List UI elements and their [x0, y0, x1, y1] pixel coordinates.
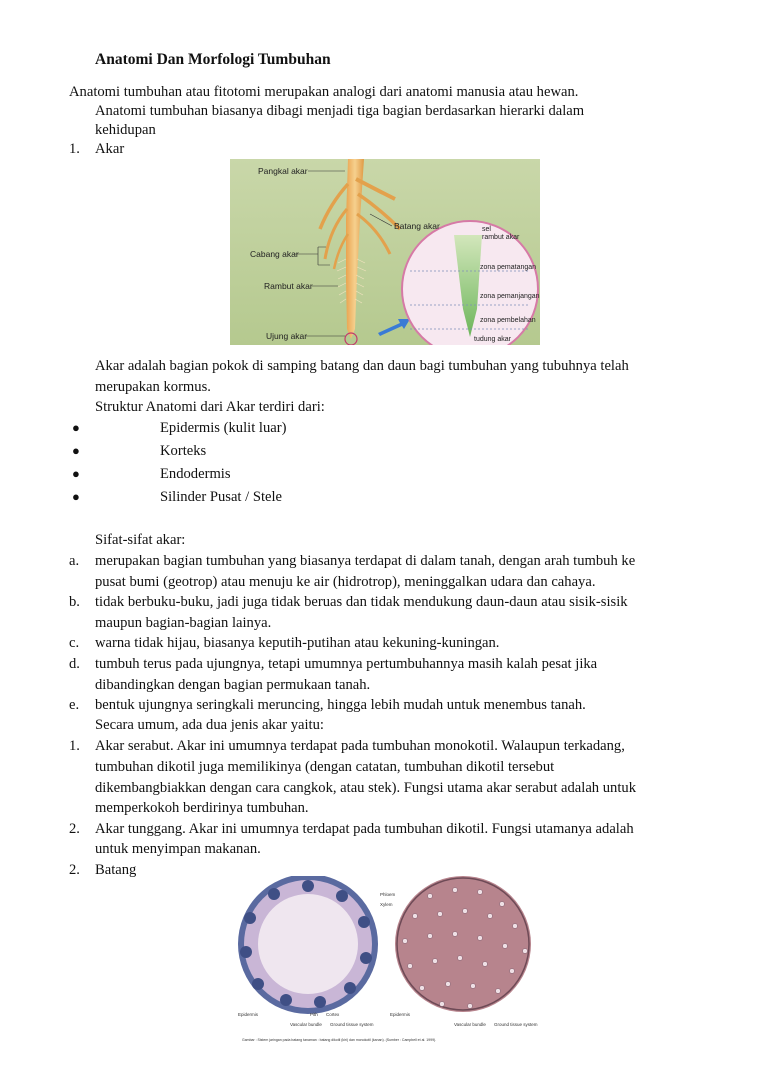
label-vascular-bundle-right: Vascular bundle — [454, 1022, 486, 1027]
label-zona-pemanjangan: zona pemanjangan — [480, 293, 540, 300]
label-sel-rambut-akar: rambut akar — [482, 234, 520, 241]
sifat-d-line-1: tumbuh terus pada ujungnya, tetapi umumnya pertumbuhannya masih kalah pesat jika — [95, 656, 598, 672]
label-vascular-bundle-left: Vascular bundle — [290, 1022, 322, 1027]
struktur-item: Endodermis — [160, 466, 231, 482]
sifat-d-line-2: dibandingkan dengan bagian permukaan tanah. — [95, 677, 371, 693]
label-epidermis-right: Epidermis — [390, 1012, 411, 1017]
sifat-marker: c. — [69, 635, 80, 651]
label-cortex: Cortex — [326, 1012, 340, 1017]
intro-line-1: Anatomi tumbuhan atau fitotomi merupakan analogi dari anatomi manusia atau hewan. — [69, 84, 579, 100]
label-zona-pembelahan: zona pembelahan — [480, 317, 536, 324]
struktur-item: Epidermis (kulit luar) — [160, 420, 287, 436]
jenis-1-line-3: dikembangbiakkan dengan cara cangkok, atau stek). Fungsi utama akar serabut adalah untuk — [95, 780, 636, 796]
sifat-a-line-2: pusat bumi (geotrop) atau menuju ke air (hidrotrop), meninggalkan udara dan cahaya. — [95, 574, 596, 590]
bullet-icon: ● — [72, 489, 80, 504]
bullet-icon: ● — [72, 466, 80, 481]
sifat-marker: d. — [69, 656, 80, 672]
bullet-icon: ● — [72, 443, 80, 458]
bullet-icon: ● — [72, 420, 80, 435]
intro-line-2: Anatomi tumbuhan biasanya dibagi menjadi tiga bagian berdasarkan hierarki dalam — [95, 103, 585, 119]
label-ujung-akar: Ujung akar — [266, 331, 308, 341]
jenis-marker: 1. — [69, 738, 80, 754]
label-ground-tissue-left: Ground tissue system — [330, 1022, 374, 1027]
jenis-marker: 2. — [69, 821, 80, 837]
sifat-a-line-1: merupakan bagian tumbuhan yang biasanya terdapat di dalam tanah, dengan arah tumbuh ke — [95, 553, 636, 569]
jenis-intro: Secara umum, ada dua jenis akar yaitu: — [95, 717, 324, 733]
root-anatomy-figure — [230, 159, 540, 345]
sifat-c-line-1: warna tidak hijau, biasanya keputih-putihan atau kekuning-kuningan. — [95, 635, 500, 651]
akar-desc-line-2: merupakan kormus. — [95, 379, 211, 395]
label-rambut-akar: Rambut akar — [264, 281, 313, 291]
jenis-1-line-1: Akar serabut. Akar ini umumnya terdapat pada tumbuhan monokotil. Walaupun terkadang, — [95, 738, 625, 754]
label-epidermis-left: Epidermis — [238, 1012, 259, 1017]
page-title: Anatomi Dan Morfologi Tumbuhan — [95, 51, 331, 68]
section-1-number: 1. — [69, 141, 80, 157]
section-2-heading: Batang — [95, 862, 137, 878]
label-sel: sel — [482, 226, 491, 233]
monocot-stem — [395, 876, 531, 1012]
label-xylem: Xylem — [380, 902, 393, 907]
sifat-marker: a. — [69, 553, 80, 569]
label-pangkal-akar: Pangkal akar — [258, 166, 308, 176]
label-pith: Pith — [310, 1012, 318, 1017]
label-zona-pematangan: zona pematangan — [480, 264, 537, 271]
jenis-1-line-2: tumbuhan dikotil juga memilikinya (dengan catatan, tumbuhan dikotil tersebut — [95, 759, 555, 775]
label-tudung-akar: tudung akar — [474, 336, 511, 343]
struktur-item: Silinder Pusat / Stele — [160, 489, 283, 505]
struktur-intro: Struktur Anatomi dari Akar terdiri dari: — [95, 399, 325, 415]
label-phloem: Phloem — [380, 892, 396, 897]
dicot-pith — [258, 894, 358, 994]
section-1-heading: Akar — [95, 141, 125, 157]
sifat-b-line-1: tidak berbuku-buku, jadi juga tidak beruas dan tidak mendukung daun-daun atau sisik-sisik — [95, 594, 628, 610]
sifat-e-line-1: bentuk ujungnya seringkali meruncing, hingga lebih mudah untuk menembus tanah. — [95, 697, 586, 713]
section-2-number: 2. — [69, 862, 80, 878]
sifat-marker: e. — [69, 697, 80, 713]
jenis-1-line-4: memperkokoh berdirinya tumbuhan. — [95, 800, 309, 816]
label-cabang-akar: Cabang akar — [250, 249, 299, 259]
label-ground-tissue-right: Ground tissue system — [494, 1022, 538, 1027]
jenis-2-line-2: untuk menyimpan makanan. — [95, 841, 261, 857]
intro-line-3: kehidupan — [95, 122, 156, 138]
sifat-marker: b. — [69, 594, 80, 610]
akar-desc-line-1: Akar adalah bagian pokok di samping batang dan daun bagi tumbuhan yang tubuhnya telah — [95, 358, 629, 374]
sifat-b-line-2: maupun bagian-bagian lainya. — [95, 615, 272, 631]
jenis-2-line-1: Akar tunggang. Akar ini umumnya terdapat pada tumbuhan dikotil. Fungsi utamanya adalah — [95, 821, 634, 837]
figure-caption: Gambar : Sistem jaringan pada batang tanaman : batang dikotil (kiri) dan monokotil (kanan). (Sumber : Campbell et al. 1999). — [242, 1038, 437, 1042]
struktur-item: Korteks — [160, 443, 207, 459]
sifat-intro: Sifat-sifat akar: — [95, 532, 186, 548]
label-batang-akar: Batang akar — [394, 221, 440, 231]
stem-cross-section-figure — [230, 876, 540, 1046]
